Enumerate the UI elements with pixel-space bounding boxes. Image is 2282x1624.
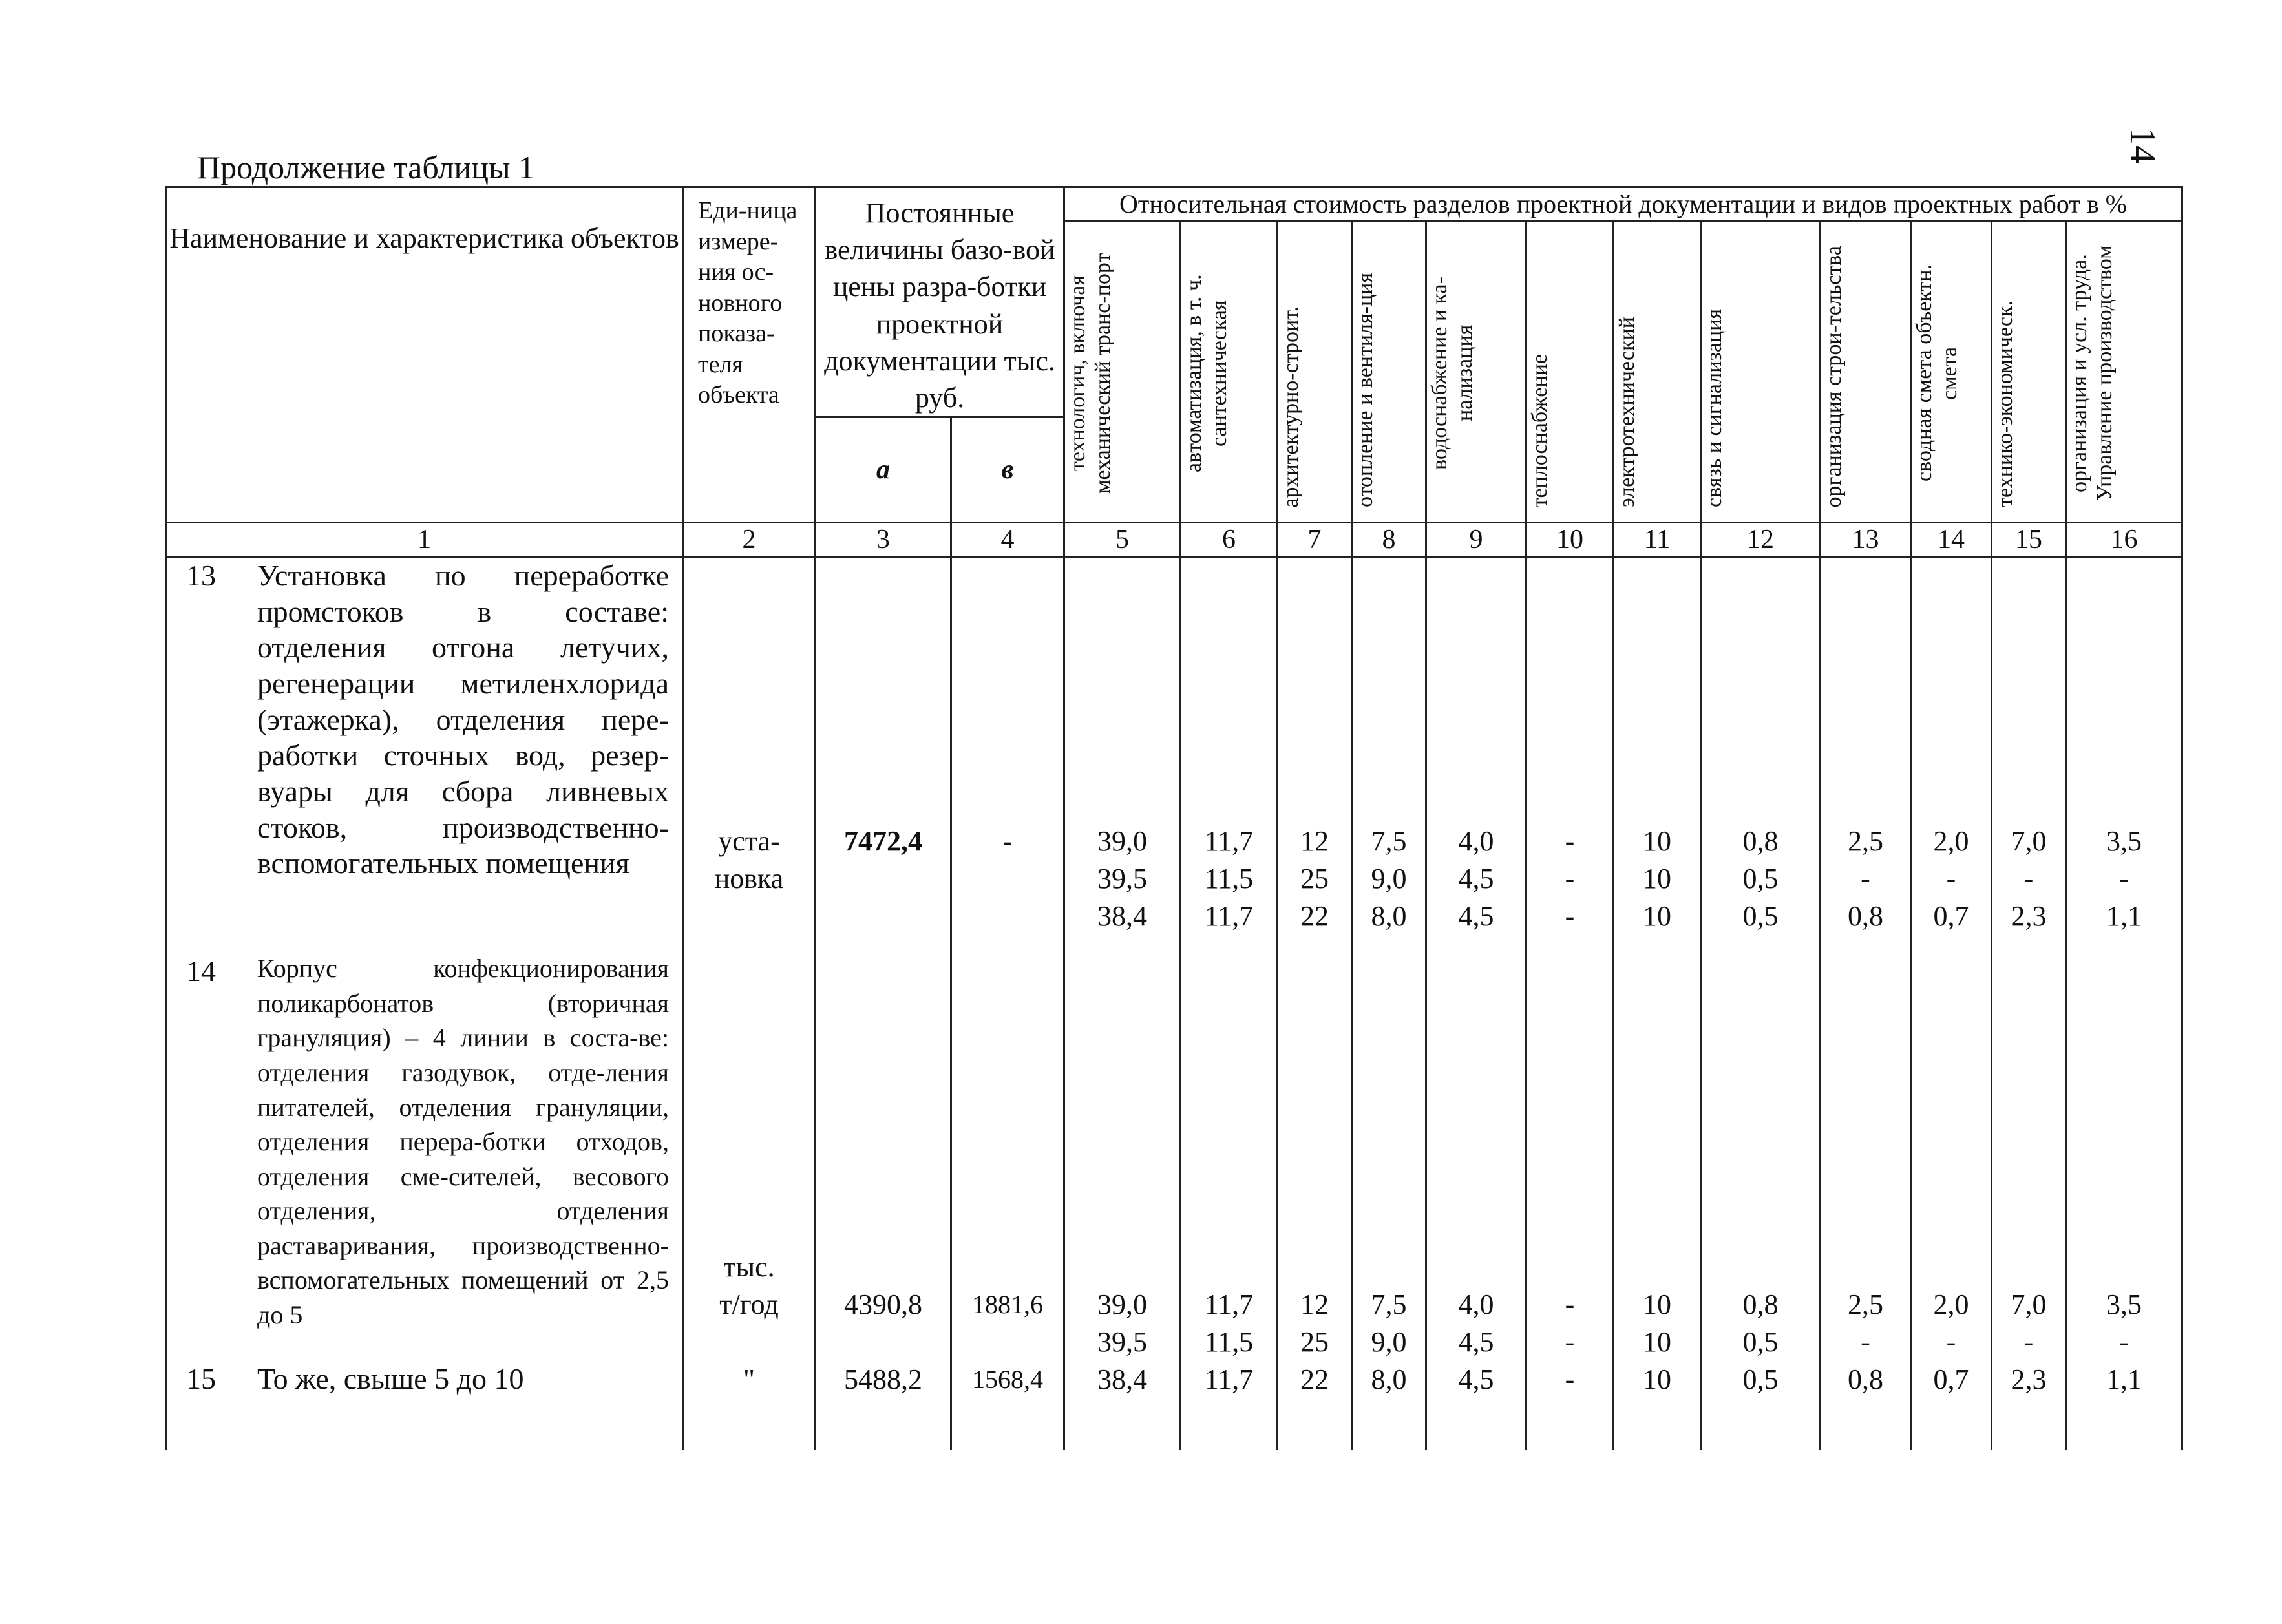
rel-cell: 4,5 <box>1426 1361 1527 1398</box>
header-col-architecture: архитектурно-строит. <box>1278 222 1352 523</box>
header-col-water: водоснабжение и ка-нализация <box>1426 222 1527 523</box>
row-number: 15 <box>186 1362 216 1396</box>
col-number: 3 <box>816 523 951 557</box>
row-number: 14 <box>186 954 216 988</box>
column-numbers-row <box>166 523 2182 557</box>
rel-cell: 12 25 22 <box>1278 557 1352 936</box>
rel-cell: 4,0 4,5 <box>1426 935 1527 1361</box>
col-number: 14 <box>1911 523 1992 557</box>
table-row <box>166 557 2182 936</box>
header-col-labor-management: организация и усл. труда. Управление производством <box>2066 222 2182 523</box>
col-number: 16 <box>2066 523 2182 557</box>
rel-cell: 2,5 - <box>1821 935 1911 1361</box>
object-name: Корпус конфекционирования поликарбонатов (вторичная грануляция) – 4 линии в соста-ве: отделения газодувок, отде-ления питателей, отделения грануляции, отделения перера-ботки отходов, отделения сме-сителей, весового отделения, отделения раставаривания, производственно-вспомогательных помещений от 2,5 до 5 <box>257 954 669 1330</box>
unit-line: новка <box>714 863 784 895</box>
rel-cell: 2,0 - 0,7 <box>1911 557 1992 936</box>
value-a: 4390,8 <box>816 935 951 1361</box>
col-number: 12 <box>1701 523 1821 557</box>
rel-cell: 11,7 <box>1181 1361 1278 1398</box>
table-row <box>166 935 2182 1361</box>
header-col-automation: автоматизация, в т. ч. сантехническая <box>1181 222 1278 523</box>
rel-cell: 3,5 - 1,1 <box>2066 557 2182 936</box>
col-number: 1 <box>166 523 683 557</box>
value-b: - <box>951 557 1064 936</box>
header-col-estimate: сводная смета объектн. смета <box>1911 222 1992 523</box>
object-name: Установка по переработке промстоков в составе: отделения отгона летучих, регенерации метиленхлорида (этажерка), отделения пере-работки сточных вод, резер-вуары для сбора ливневых стоков, производственно-вспомогательных помещения <box>257 559 669 880</box>
rel-cell: - - <box>1527 935 1614 1361</box>
rel-cell: 7,5 9,0 <box>1352 935 1426 1361</box>
rel-cell: 38,4 <box>1064 1361 1181 1398</box>
object-name-cell <box>166 1361 683 1398</box>
header-col-economic: технико-экономическ. <box>1992 222 2066 523</box>
col-number: 4 <box>951 523 1064 557</box>
header-constant-values: Постоянные величины базо-вой цены разра-ботки проектной документации тыс. руб. <box>816 187 1064 417</box>
header-col-electrical: электротехнический <box>1614 222 1701 523</box>
table-caption: Продолжение таблицы 1 <box>197 149 535 185</box>
rel-cell: 3,5 - <box>2066 935 2182 1361</box>
rel-cell: 4,0 4,5 4,5 <box>1426 557 1527 936</box>
object-name-cell <box>166 557 683 936</box>
rel-cell: 10 10 10 <box>1614 557 1701 936</box>
rel-cell: 0,8 0,5 0,5 <box>1701 557 1821 936</box>
header-col-b: в <box>951 417 1064 523</box>
rel-cell: 10 <box>1614 1361 1701 1398</box>
col-number: 10 <box>1527 523 1614 557</box>
header-col-technology: технологич, включая механический транс-порт <box>1064 222 1181 523</box>
col-number: 2 <box>683 523 816 557</box>
header-col-communications: связь и сигнализация <box>1701 222 1821 523</box>
rel-cell: 7,0 - 2,3 <box>1992 557 2066 936</box>
col-number: 8 <box>1352 523 1426 557</box>
col-number: 7 <box>1278 523 1352 557</box>
value-b: 1568,4 <box>951 1361 1064 1398</box>
unit-cell <box>683 557 816 936</box>
rel-cell: 1,1 <box>2066 1361 2182 1398</box>
rel-cell: 2,5 - 0,8 <box>1821 557 1911 936</box>
rel-cell: 2,0 - <box>1911 935 1992 1361</box>
rel-cell: 10 10 <box>1614 935 1701 1361</box>
rel-cell: 0,5 <box>1701 1361 1821 1398</box>
header-unit: Еди-ница измере-ния ос-новного показа-теля объекта <box>683 187 816 523</box>
unit-line: т/год <box>719 1289 779 1321</box>
object-name-cell <box>166 935 683 1361</box>
value-a: 5488,2 <box>816 1361 951 1398</box>
rel-cell: - - - <box>1527 557 1614 936</box>
col-number: 9 <box>1426 523 1527 557</box>
rel-cell: - <box>1527 1361 1614 1398</box>
table-row <box>166 1361 2182 1398</box>
rel-cell: 22 <box>1278 1361 1352 1398</box>
header-col-heating: отопление и вентиля-ция <box>1352 222 1426 523</box>
row-number: 13 <box>186 559 216 593</box>
cost-table <box>165 186 2183 1450</box>
col-number: 13 <box>1821 523 1911 557</box>
rel-cell: 0,8 0,5 <box>1701 935 1821 1361</box>
rel-cell: 11,7 11,5 11,7 <box>1181 557 1278 936</box>
header-col-heat-supply: теплоснабжение <box>1527 222 1614 523</box>
header-name: Наименование и характеристика объектов <box>166 187 683 523</box>
col-number: 6 <box>1181 523 1278 557</box>
header-col-construction-org: организация строи-тельства <box>1821 222 1911 523</box>
unit-cell: " <box>683 1361 816 1398</box>
rel-cell: 0,8 <box>1821 1361 1911 1398</box>
unit-line: тыс. <box>723 1251 775 1283</box>
header-col-a: а <box>816 417 951 523</box>
rel-cell: 8,0 <box>1352 1361 1426 1398</box>
col-number: 15 <box>1992 523 2066 557</box>
value-a: 7472,4 <box>816 557 951 936</box>
value-b: 1881,6 <box>951 935 1064 1361</box>
table-continuation <box>166 1398 2182 1450</box>
rel-cell: 2,3 <box>1992 1361 2066 1398</box>
col-number: 5 <box>1064 523 1181 557</box>
rel-cell: 12 25 <box>1278 935 1352 1361</box>
rel-cell: 7,0 - <box>1992 935 2066 1361</box>
rel-cell: 0,7 <box>1911 1361 1992 1398</box>
page-number: 14 <box>2122 127 2162 163</box>
rel-cell: 39,0 39,5 38,4 <box>1064 557 1181 936</box>
unit-cell <box>683 935 816 1361</box>
rel-cell: 7,5 9,0 8,0 <box>1352 557 1426 936</box>
rel-cell: 11,7 11,5 <box>1181 935 1278 1361</box>
header-relative-cost: Относительная стоимость разделов проектной документации и видов проектных работ в % <box>1064 187 2182 222</box>
unit-line: уста- <box>718 825 780 858</box>
col-number: 11 <box>1614 523 1701 557</box>
object-name: То же, свыше 5 до 10 <box>257 1362 524 1396</box>
rel-cell: 39,0 39,5 <box>1064 935 1181 1361</box>
